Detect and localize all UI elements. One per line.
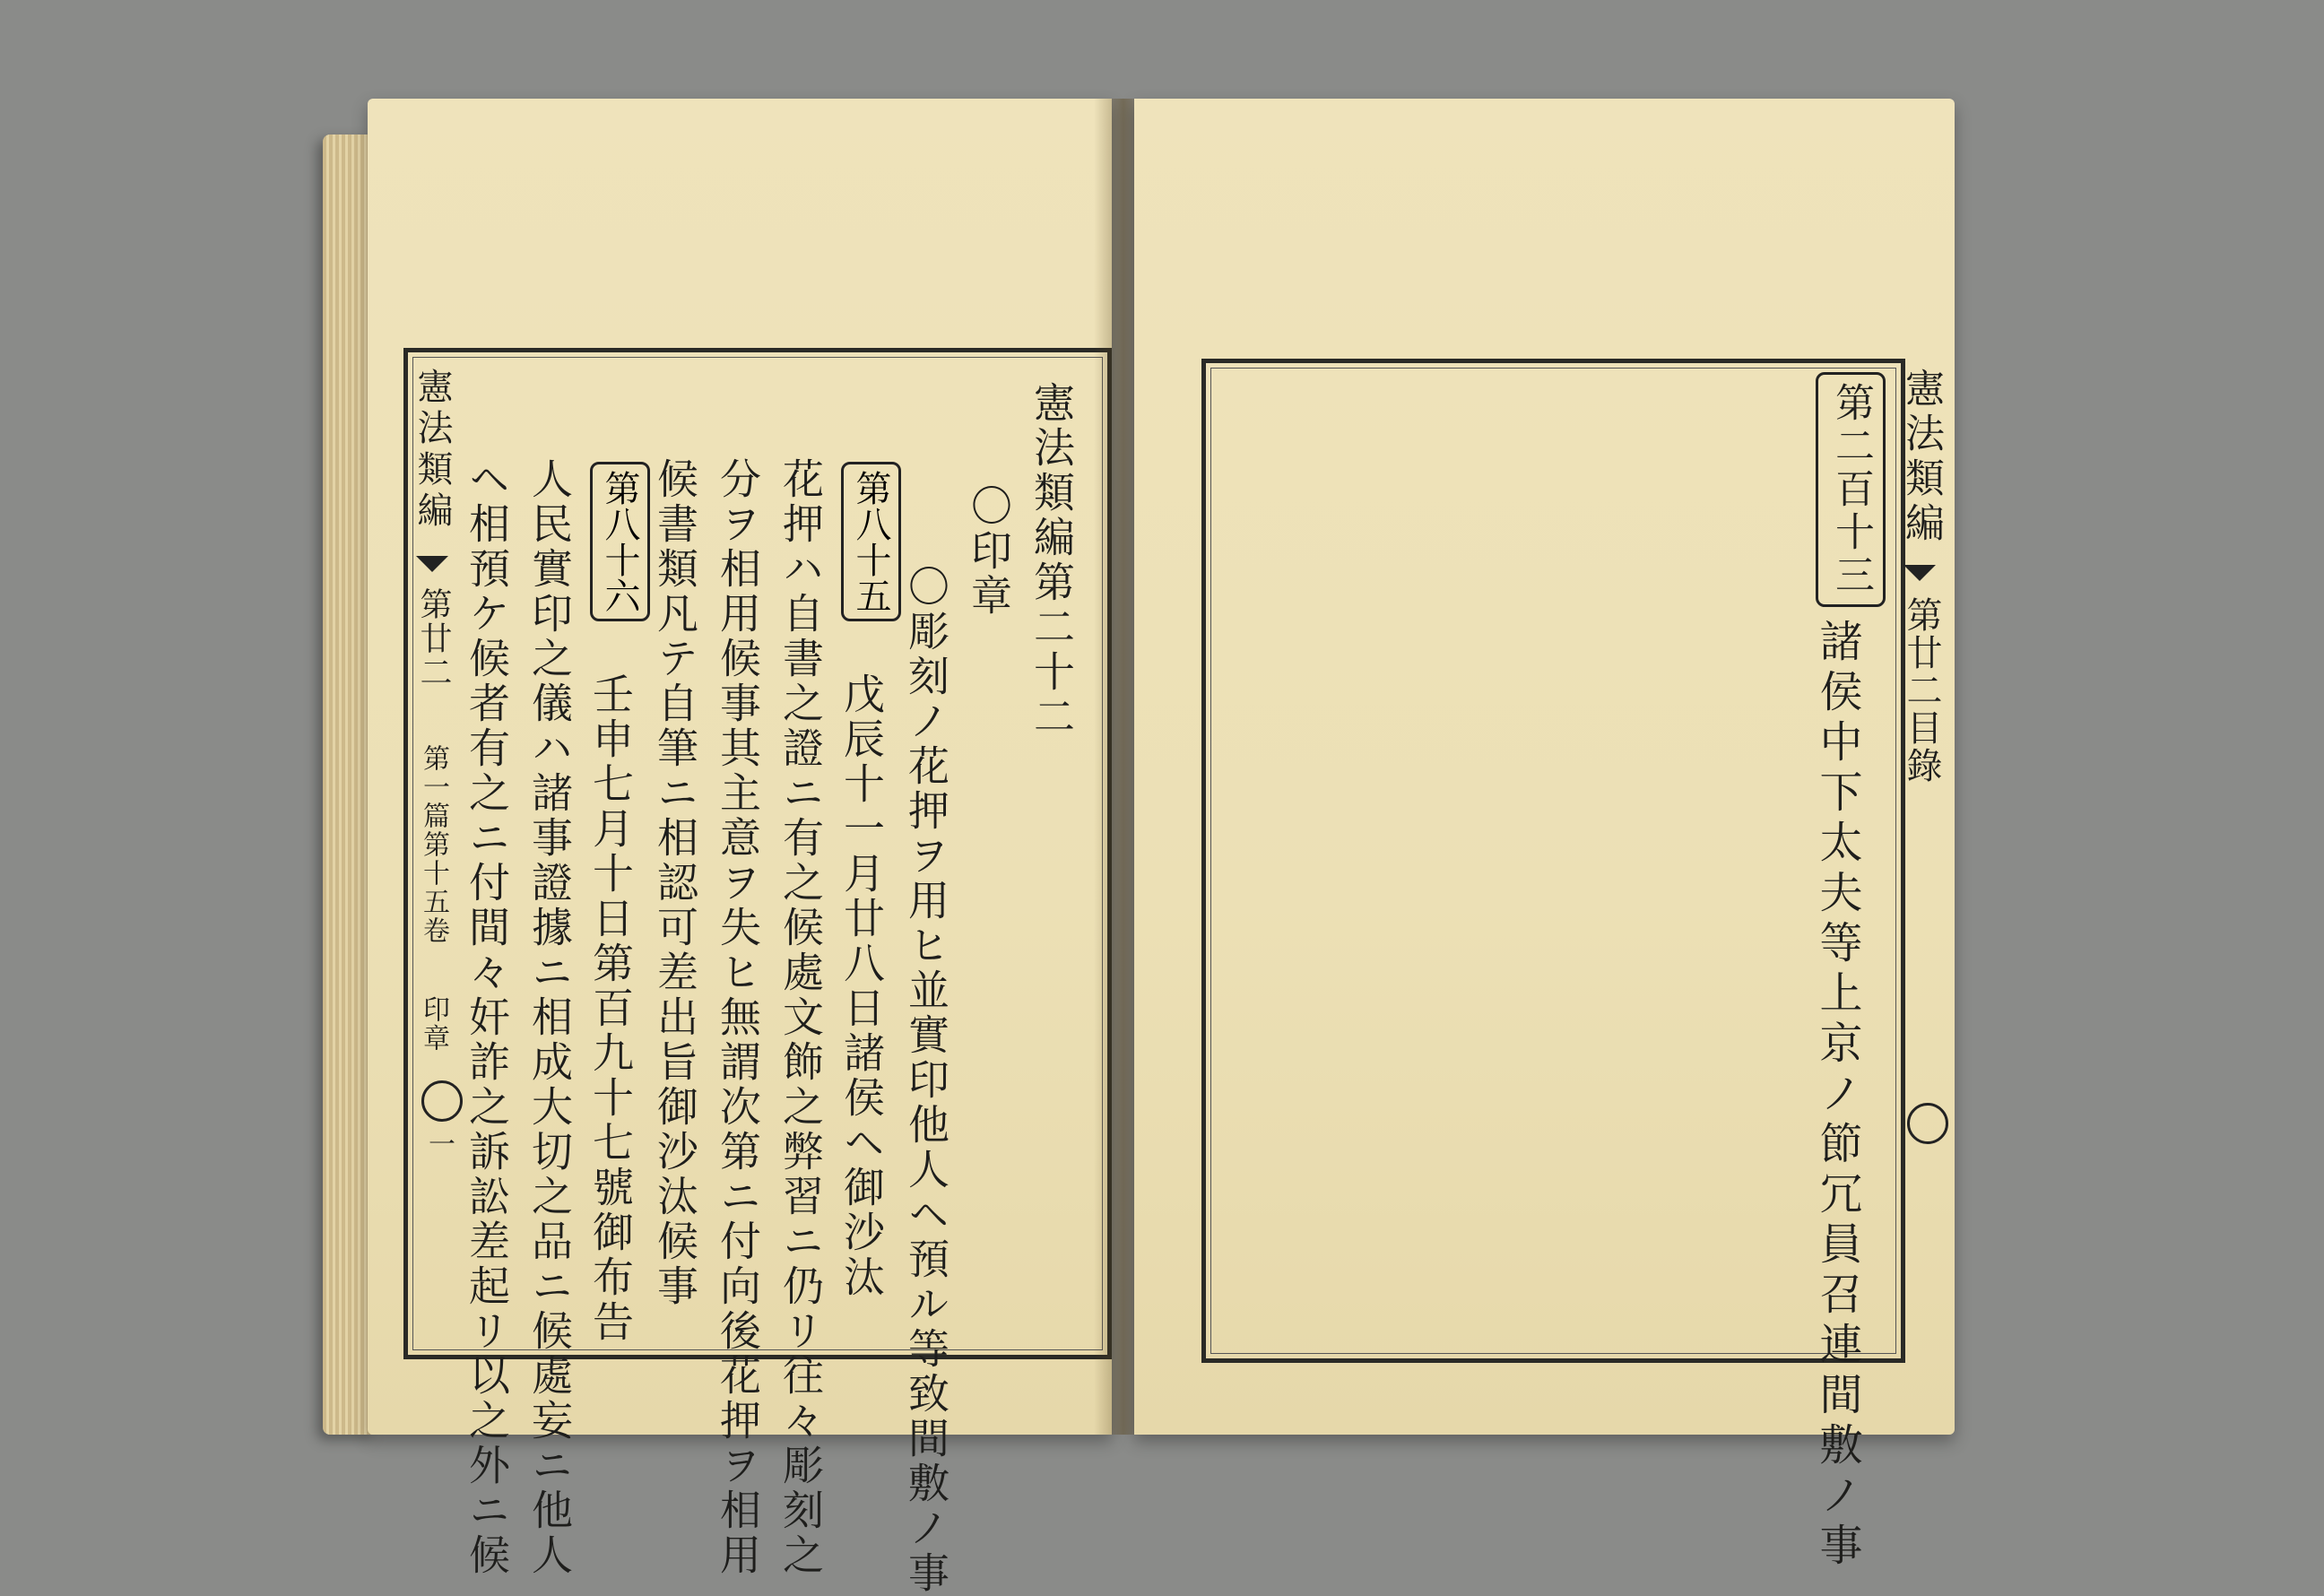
right-text-frame xyxy=(1201,359,1905,1363)
left-margin-page-number: 一 xyxy=(423,1130,455,1158)
right-margin-title: 憲法類編 xyxy=(1898,368,1944,547)
page-circle-mark xyxy=(1907,1103,1948,1144)
article-number-85: 第八十五 xyxy=(841,462,901,621)
toc-entry-number-block xyxy=(1816,372,1886,612)
left-margin-title: 憲法類編 xyxy=(412,368,453,533)
text-line: ヘ相預ケ候者有之ニ付間々奸詐之訴訟差起リ以之外ニ候 xyxy=(463,457,511,1578)
article-86-date: 壬申七月十日第百九十七號御布告 xyxy=(586,672,635,1345)
open-book xyxy=(323,99,1955,1596)
article-85-date: 戊辰十一月廿八日諸侯ヘ御沙汰 xyxy=(837,672,886,1300)
right-margin-volume: 第廿二目錄 xyxy=(1901,596,1942,785)
left-page-heading: 憲法類編第二十二 xyxy=(1028,381,1076,740)
left-margin-section: 第一篇第十五卷 xyxy=(418,744,449,945)
left-margin-topic: 印章 xyxy=(418,995,449,1053)
toc-entry-text: 諸侯中下太夫等上京ノ節冗員召連間敷ノ事 xyxy=(1812,619,1862,1573)
section-title: 〇印章 xyxy=(965,484,1013,619)
article-85-block xyxy=(841,462,901,627)
text-line: 分ヲ相用候事其主意ヲ失ヒ無謂次第ニ付向後花押ヲ相用 xyxy=(714,457,762,1578)
article-86-block xyxy=(590,462,650,627)
text-line: 花押ハ自書之證ニ有之候處文飾之弊習ニ仍リ往々彫刻之 xyxy=(776,457,825,1578)
right-page xyxy=(1134,99,1955,1573)
page-circle-mark xyxy=(421,1080,463,1122)
article-number-86: 第八十六 xyxy=(590,462,650,621)
left-page xyxy=(368,99,1112,1596)
toc-entry-number: 第二百十三 xyxy=(1816,372,1886,607)
text-line: 候書類凡テ自筆ニ相認可差出旨御沙汰候事 xyxy=(651,457,699,1309)
text-line: 人民實印之儀ハ諸事證據ニ相成大切之品ニ候處妄ニ他人 xyxy=(525,457,574,1578)
left-margin-volume: 第廿二 xyxy=(415,587,452,690)
article-title: 〇彫刻ノ花押ヲ用ヒ並實印他人ヘ預ル等致間敷ノ事 xyxy=(902,565,950,1596)
fishtail-mark xyxy=(1903,565,1936,581)
